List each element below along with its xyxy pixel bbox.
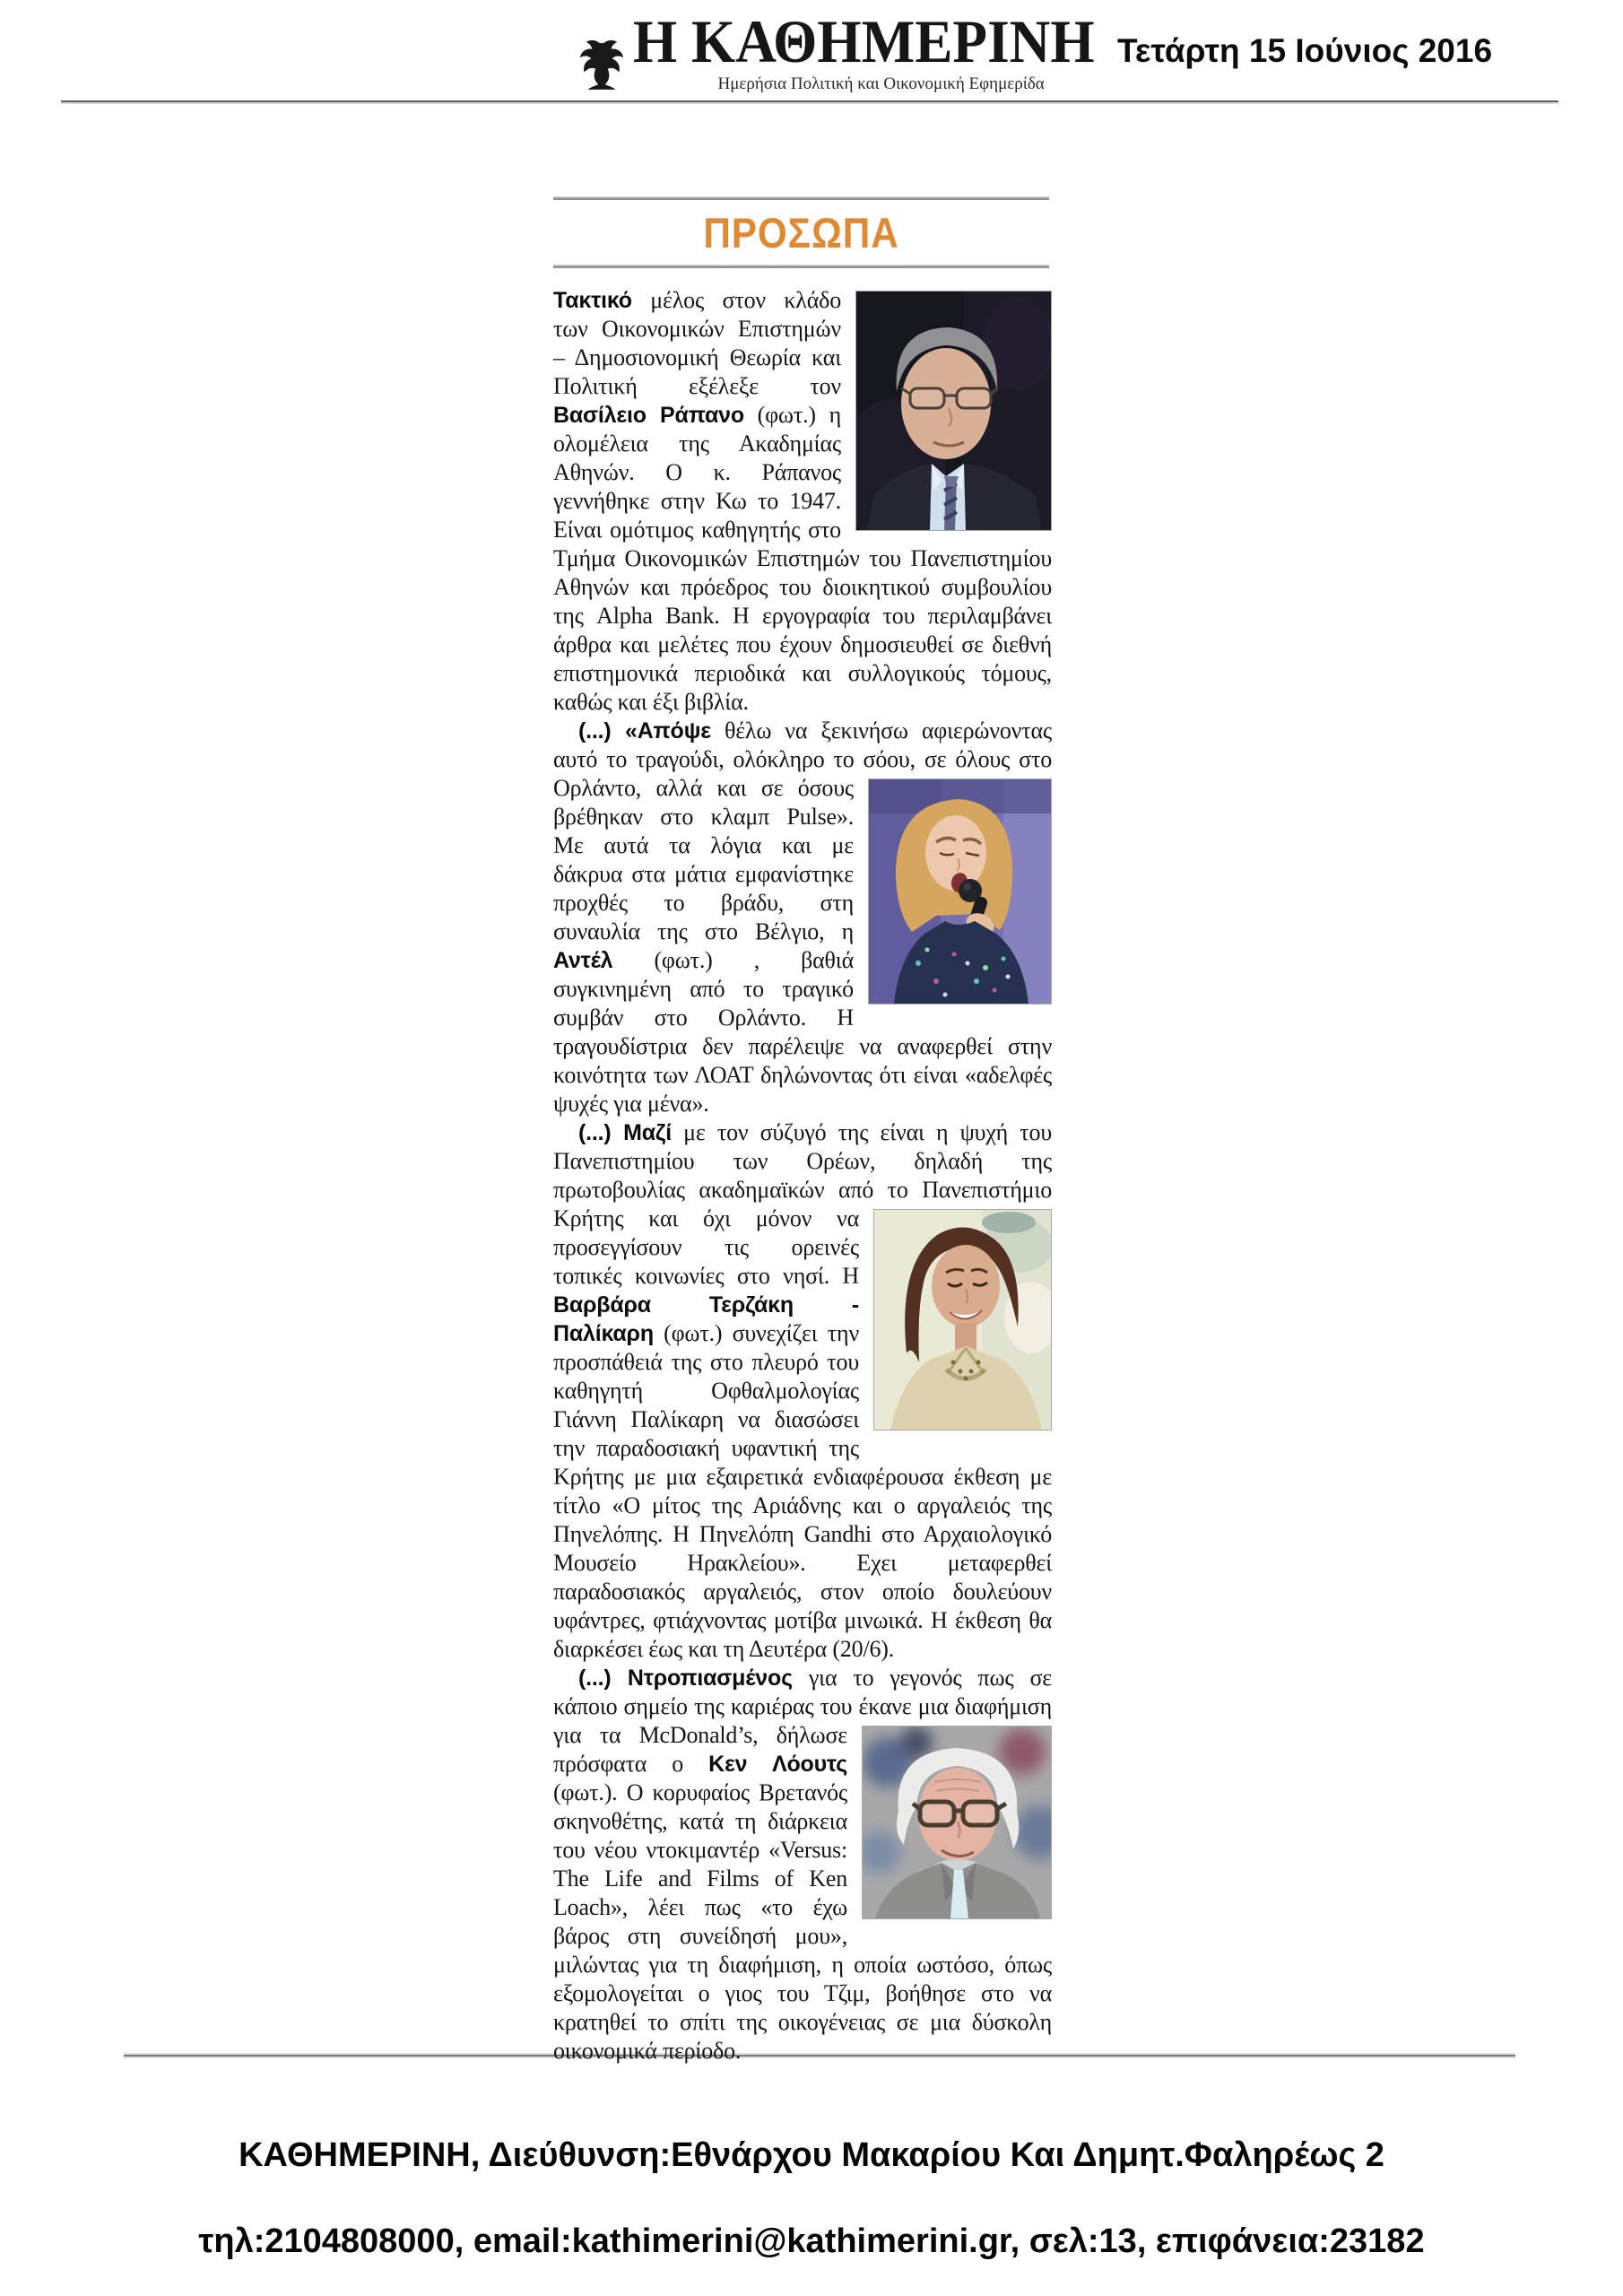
footer-contact: τηλ:2104808000, email:kathimerini@kathimerini.gr, σελ:13, επιφάνεια:23182 bbox=[198, 2222, 1425, 2260]
ken-loach-photo bbox=[862, 1726, 1052, 1919]
article-text-segment: Βαρβάρα Τερζάκη - Παλίκαρη bbox=[553, 1292, 859, 1346]
edition-date: Τετάρτη 15 Ιούνιος 2016 bbox=[1117, 32, 1493, 69]
article-text-segment: για το γεγονός πως σε κάποιο σημείο της καριέρας του έκανε μια bbox=[553, 1665, 1052, 1719]
adele-photo bbox=[868, 778, 1052, 1004]
section-title: ΠΡΟΣΩΠΑ bbox=[703, 209, 899, 257]
rapanos-photo bbox=[855, 291, 1052, 531]
masthead-text bbox=[633, 7, 1129, 94]
article-text-segment: (...) Ντροπιασμένος bbox=[578, 1665, 793, 1691]
article-text-segment: θέλω να ξεκινήσω αφιερώνοντας αυτό το τραγούδι, ολόκληρο το σόου, σε όλους bbox=[553, 718, 1052, 772]
article-adele bbox=[553, 717, 1052, 1118]
footer-address: ΚΑΘΗΜΕΡΙΝΗ, Διεύθυνση:Εθνάρχου Μακαρίου Και Δημητ.Φαληρέως 2 bbox=[239, 2136, 1384, 2174]
article-text-segment: (φωτ.) συνεχίζει την προσπάθειά της στο πλευρό του καθηγητή Οφθαλμολογίας Γιάννη Παλίκαρη να διασώσει την παραδοσιακή υφαντική της Κρήτης με μια εξαιρετικά ενδιαφέρουσα έκθεση με τίτλο «Ο μίτος της Αριάδνης και ο αργαλειός της Πηνελόπης. Η Πηνελόπη Gandhi στο Αρχαιολογικό Μουσείο Ηρακλείου». Εχει μεταφερθεί παραδοσιακός αργαλειός, στον οποίο δουλεύουν υφάντρες, φτιάχνοντας μοτίβα μινωικά. Η έκθεση θα διαρκέσει έως και τη Δευτέρα (20/6). bbox=[553, 1320, 1052, 1662]
section-header bbox=[553, 196, 1049, 268]
article-text-segment: Κρήτης και όχι μόνον να προσεγγίσουν τις ορεινές τοπικές κοινωνίες στο νησί. Η bbox=[553, 1205, 859, 1289]
article-text-segment: Βασίλειο Ράπανο bbox=[553, 403, 744, 428]
article-text-segment: (φωτ.) , βαθιά συγκινημένη από το τραγικό συμβάν στο Ορλάντο. Η τραγουδίστρια δεν παρέλειψε να αναφερθεί στην κοινότητα των ΛΟΑΤ δηλώνοντας ότι είναι «αδελφές ψυχές για μένα». bbox=[553, 947, 1052, 1117]
article-text-segment: διαφήμιση για τα McDonald’s, δήλωσε πρόσφατα ο bbox=[553, 1693, 1052, 1777]
masthead bbox=[577, 7, 1129, 94]
article-text-segment: Αντέλ bbox=[553, 948, 613, 973]
article-loach bbox=[553, 1664, 1052, 2066]
section-rule-top bbox=[553, 196, 1049, 200]
article-rapanos bbox=[553, 286, 1052, 717]
masthead-title: Η ΚΑΘΗΜΕΡΙΝΗ bbox=[633, 7, 1095, 75]
articles bbox=[553, 286, 1052, 2066]
article-text-segment: (...) Μαζί bbox=[578, 1120, 672, 1145]
section-rule-bottom bbox=[553, 265, 1049, 268]
article-text-segment: στο Ορλάντο, αλλά και σε όσους βρέθηκαν στο κλαμπ Pulse». Με αυτά τα λόγια και με δάκρυα στα μάτια εμφανίστηκε προχθές το βράδυ, στη συναυλία της στο Βέλγιο, η bbox=[553, 746, 1052, 944]
article-text-segment: (φωτ.). Ο κορυφαίος Βρετανός σκηνοθέτης, κατά τη διάρκεια του νέου ντοκιμαντέρ «Versus: The Life and Films of Ken Loach», λέει πως «το έχω βάρος στη συνείδησή μου», μιλώντας για τη διαφήμιση, η οποία ωστόσο, όπως εξομολογείται ο γιος του Τζιμ, βοήθησε στο να κρατηθεί το σπίτι της οικογένειας σε μια δύσκολη οικονομικά περίοδο. bbox=[553, 1779, 1052, 2064]
kathimerini-eagle-icon bbox=[577, 37, 626, 91]
article-terzaki bbox=[553, 1118, 1052, 1664]
article-text-segment: Τακτικό bbox=[553, 288, 632, 313]
article-text-segment: μέλος στον κλάδο των Οικονομικών Επιστημών – Δημοσιονομική Θεωρία και Πολιτική εξέλεξε τον bbox=[553, 287, 841, 399]
article-text-segment: Κεν Λόουτς bbox=[708, 1752, 847, 1777]
masthead-subtitle: Ημερήσια Πολιτική και Οικονομική Εφημερίδα bbox=[717, 74, 1045, 93]
article-text-segment: (φωτ.) η ολομέλεια της Ακαδημίας Αθηνών. Ο κ. Ράπανος γεννήθηκε στην Κω το 1947. Είναι ομότιμος καθηγητής στο Τμήμα Οικονομικών Επιστημών του Πανεπιστημίου Αθηνών και πρόεδρος του διοικητικού συμβουλίου της Alpha Bank. Η εργογραφία του περιλαμβάνει άρθρα και μελέτες που έχουν δημοσιευθεί σε διεθνή επιστημονικά περιοδικά και συλλογικούς τόμους, καθώς και έξι βιβλία. bbox=[553, 402, 1052, 715]
article-text-segment: (...) «Απόψε bbox=[578, 718, 711, 744]
terzaki-photo bbox=[873, 1209, 1052, 1431]
article-text-segment: με τον σύζυγό της είναι η ψυχή του Πανεπιστημίου των Ορέων, δηλαδή της πρωτοβουλίας ακαδημαϊκών από το Πανεπιστήμιο bbox=[553, 1119, 1052, 1203]
header-rule bbox=[61, 100, 1558, 104]
